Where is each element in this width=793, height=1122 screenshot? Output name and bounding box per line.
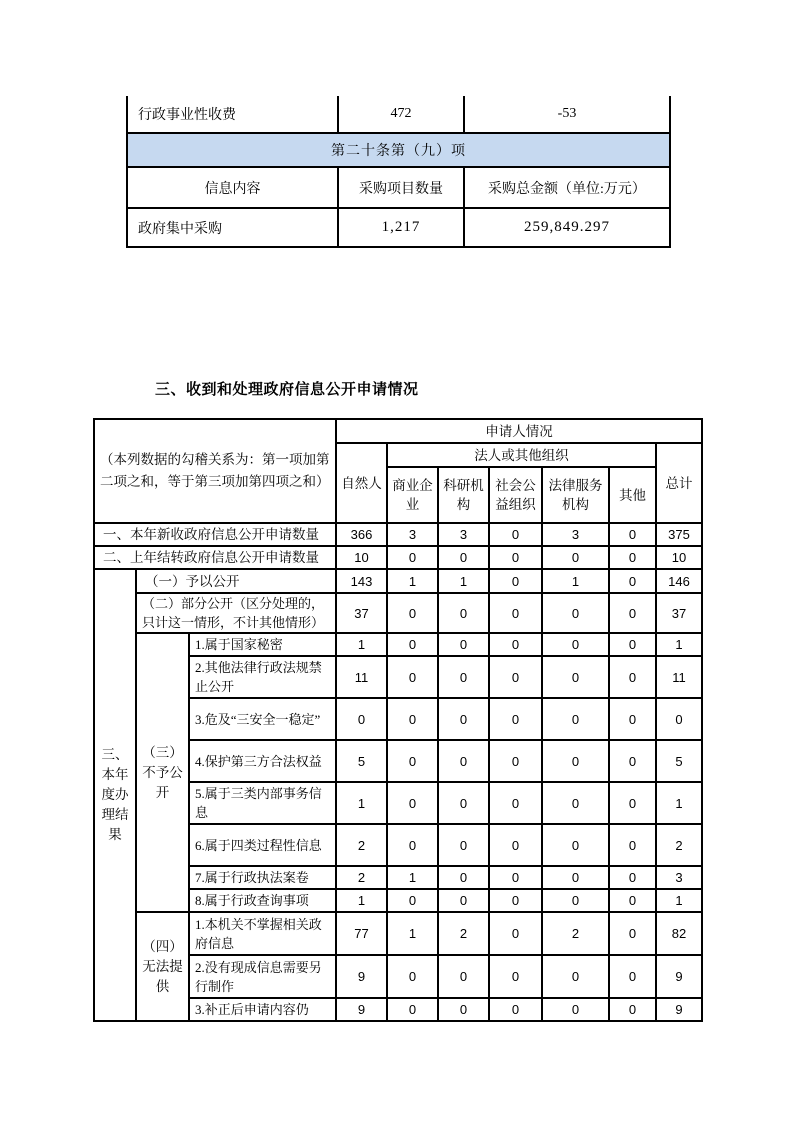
legal-entities-header: 法人或其他组织	[387, 443, 656, 467]
value-cell: 0	[542, 889, 609, 912]
value-cell: 0	[387, 698, 438, 740]
value-cell: 0	[542, 740, 609, 782]
value-cell: 9	[336, 955, 387, 998]
value-cell: 0	[489, 912, 542, 955]
value-cell: 0	[542, 593, 609, 633]
value-cell: 1	[542, 569, 609, 593]
value-cell: 0	[609, 912, 656, 955]
admin-fees-count: 472	[338, 96, 464, 133]
value-cell: 11	[656, 656, 702, 698]
row-label-cell: 3.危及“三安全一稳定”	[189, 698, 336, 740]
value-cell: 1	[336, 889, 387, 912]
section-title: 三、收到和处理政府信息公开申请情况	[155, 381, 419, 398]
value-cell: 1	[656, 782, 702, 824]
value-cell: 0	[387, 593, 438, 633]
applicant-situation-header: 申请人情况	[336, 419, 702, 443]
commercial-header: 商业企业	[387, 467, 438, 523]
row-label-cell: 5.属于三类内部事务信息	[189, 782, 336, 824]
value-cell: 0	[542, 866, 609, 889]
admin-fees-label: 行政事业性收费	[127, 96, 338, 133]
row-label-cell: （一）予以公开	[136, 569, 336, 593]
value-cell: 0	[489, 593, 542, 633]
value-cell: 0	[387, 824, 438, 866]
gov-procurement-amount: 259,849.297	[464, 208, 670, 247]
table-row	[94, 593, 702, 633]
value-cell: 2	[656, 824, 702, 866]
value-cell: 0	[438, 782, 489, 824]
value-cell: 1	[438, 569, 489, 593]
value-cell: 5	[656, 740, 702, 782]
row-label-cell: 2.其他法律行政法规禁止公开	[189, 656, 336, 698]
value-cell: 9	[656, 998, 702, 1021]
row-label-cell: 4.保护第三方合法权益	[189, 740, 336, 782]
table-row	[94, 912, 702, 955]
table-row	[127, 133, 670, 167]
value-cell: 0	[609, 698, 656, 740]
value-cell: 0	[609, 569, 656, 593]
table-row	[94, 523, 702, 546]
value-cell: 375	[656, 523, 702, 546]
value-cell: 0	[656, 698, 702, 740]
value-cell: 0	[438, 740, 489, 782]
value-cell: 143	[336, 569, 387, 593]
unable-to-provide-group-label: （四）无法提供	[136, 912, 189, 1021]
value-cell: 0	[489, 866, 542, 889]
value-cell: 0	[542, 782, 609, 824]
value-cell: 1	[387, 912, 438, 955]
value-cell: 0	[489, 523, 542, 546]
row-label-cell: （二）部分公开（区分处理的，只计这一情形，不计其他情形）	[136, 593, 336, 633]
value-cell: 0	[542, 633, 609, 656]
research-header: 科研机构	[438, 467, 489, 523]
value-cell: 0	[387, 656, 438, 698]
value-cell: 1	[656, 889, 702, 912]
value-cell: 0	[438, 633, 489, 656]
value-cell: 0	[489, 633, 542, 656]
value-cell: 0	[542, 824, 609, 866]
value-cell: 0	[438, 546, 489, 569]
value-cell: 77	[336, 912, 387, 955]
table-header-row	[94, 419, 702, 443]
value-cell: 10	[336, 546, 387, 569]
natural-person-header: 自然人	[336, 443, 387, 523]
total-header: 总计	[656, 443, 702, 523]
value-cell: 9	[336, 998, 387, 1021]
reconciliation-note: （本列数据的勾稽关系为：第一项加第二项之和，等于第三项加第四项之和）	[94, 419, 336, 523]
value-cell: 0	[387, 633, 438, 656]
value-cell: 0	[489, 998, 542, 1021]
info-content-header: 信息内容	[127, 167, 338, 208]
value-cell: 1	[387, 866, 438, 889]
procurement-table	[126, 96, 671, 248]
value-cell: 0	[489, 782, 542, 824]
procurement-count-header: 采购项目数量	[338, 167, 464, 208]
value-cell: 0	[609, 824, 656, 866]
value-cell: 0	[609, 633, 656, 656]
value-cell: 1	[336, 633, 387, 656]
value-cell: 0	[609, 656, 656, 698]
table-row	[127, 96, 670, 133]
value-cell: 37	[656, 593, 702, 633]
applications-table	[93, 418, 703, 1022]
value-cell: 146	[656, 569, 702, 593]
value-cell: 5	[336, 740, 387, 782]
value-cell: 37	[336, 593, 387, 633]
value-cell: 3	[438, 523, 489, 546]
value-cell: 0	[438, 866, 489, 889]
row-label-cell: 6.属于四类过程性信息	[189, 824, 336, 866]
value-cell: 0	[387, 998, 438, 1021]
value-cell: 366	[336, 523, 387, 546]
value-cell: 0	[336, 698, 387, 740]
value-cell: 3	[656, 866, 702, 889]
row-label-cell: 3.补正后申请内容仍	[189, 998, 336, 1021]
value-cell: 11	[336, 656, 387, 698]
admin-fees-change: -53	[464, 96, 670, 133]
value-cell: 0	[387, 740, 438, 782]
value-cell: 0	[609, 998, 656, 1021]
value-cell: 0	[387, 955, 438, 998]
value-cell: 0	[609, 593, 656, 633]
value-cell: 0	[438, 955, 489, 998]
other-header: 其他	[609, 467, 656, 523]
yearly-results-group-label: 三、本年度办理结果	[94, 569, 136, 1021]
value-cell: 0	[438, 656, 489, 698]
value-cell: 0	[438, 998, 489, 1021]
value-cell: 0	[489, 740, 542, 782]
row-label-cell: 一、本年新收政府信息公开申请数量	[94, 523, 336, 546]
value-cell: 1	[656, 633, 702, 656]
value-cell: 0	[438, 824, 489, 866]
value-cell: 0	[489, 955, 542, 998]
value-cell: 2	[542, 912, 609, 955]
gov-procurement-label: 政府集中采购	[127, 208, 338, 247]
value-cell: 0	[489, 656, 542, 698]
value-cell: 2	[336, 824, 387, 866]
value-cell: 0	[387, 782, 438, 824]
legal-service-header: 法律服务机构	[542, 467, 609, 523]
value-cell: 1	[336, 782, 387, 824]
value-cell: 0	[542, 698, 609, 740]
value-cell: 0	[489, 569, 542, 593]
social-header: 社会公益组织	[489, 467, 542, 523]
not-disclosed-group-label: （三）不予公开	[136, 633, 189, 912]
row-label-cell: 二、上年结转政府信息公开申请数量	[94, 546, 336, 569]
value-cell: 0	[609, 782, 656, 824]
value-cell: 0	[387, 546, 438, 569]
value-cell: 0	[609, 740, 656, 782]
value-cell: 0	[542, 955, 609, 998]
row-label-cell: 2.没有现成信息需要另行制作	[189, 955, 336, 998]
row-label-cell: 8.属于行政查询事项	[189, 889, 336, 912]
value-cell: 0	[609, 866, 656, 889]
table-row	[94, 633, 702, 656]
value-cell: 0	[609, 546, 656, 569]
value-cell: 3	[542, 523, 609, 546]
value-cell: 0	[387, 889, 438, 912]
value-cell: 0	[542, 656, 609, 698]
value-cell: 0	[542, 546, 609, 569]
value-cell: 0	[489, 698, 542, 740]
table-row	[127, 167, 670, 208]
value-cell: 0	[489, 546, 542, 569]
row-label-cell: 1.本机关不掌握相关政府信息	[189, 912, 336, 955]
value-cell: 82	[656, 912, 702, 955]
value-cell: 9	[656, 955, 702, 998]
value-cell: 0	[438, 593, 489, 633]
gov-procurement-count: 1,217	[338, 208, 464, 247]
table-row	[94, 546, 702, 569]
table-row	[94, 569, 702, 593]
value-cell: 10	[656, 546, 702, 569]
row-label-cell: 7.属于行政执法案卷	[189, 866, 336, 889]
value-cell: 2	[438, 912, 489, 955]
value-cell: 0	[438, 698, 489, 740]
value-cell: 0	[609, 889, 656, 912]
row-label-cell: 1.属于国家秘密	[189, 633, 336, 656]
value-cell: 0	[489, 824, 542, 866]
article-20-item-9-header: 第二十条第（九）项	[127, 133, 670, 167]
value-cell: 0	[489, 889, 542, 912]
procurement-amount-header: 采购总金额（单位:万元）	[464, 167, 670, 208]
value-cell: 0	[609, 955, 656, 998]
value-cell: 0	[542, 998, 609, 1021]
value-cell: 0	[438, 889, 489, 912]
value-cell: 1	[387, 569, 438, 593]
value-cell: 2	[336, 866, 387, 889]
value-cell: 3	[387, 523, 438, 546]
value-cell: 0	[609, 523, 656, 546]
table-row	[127, 208, 670, 247]
